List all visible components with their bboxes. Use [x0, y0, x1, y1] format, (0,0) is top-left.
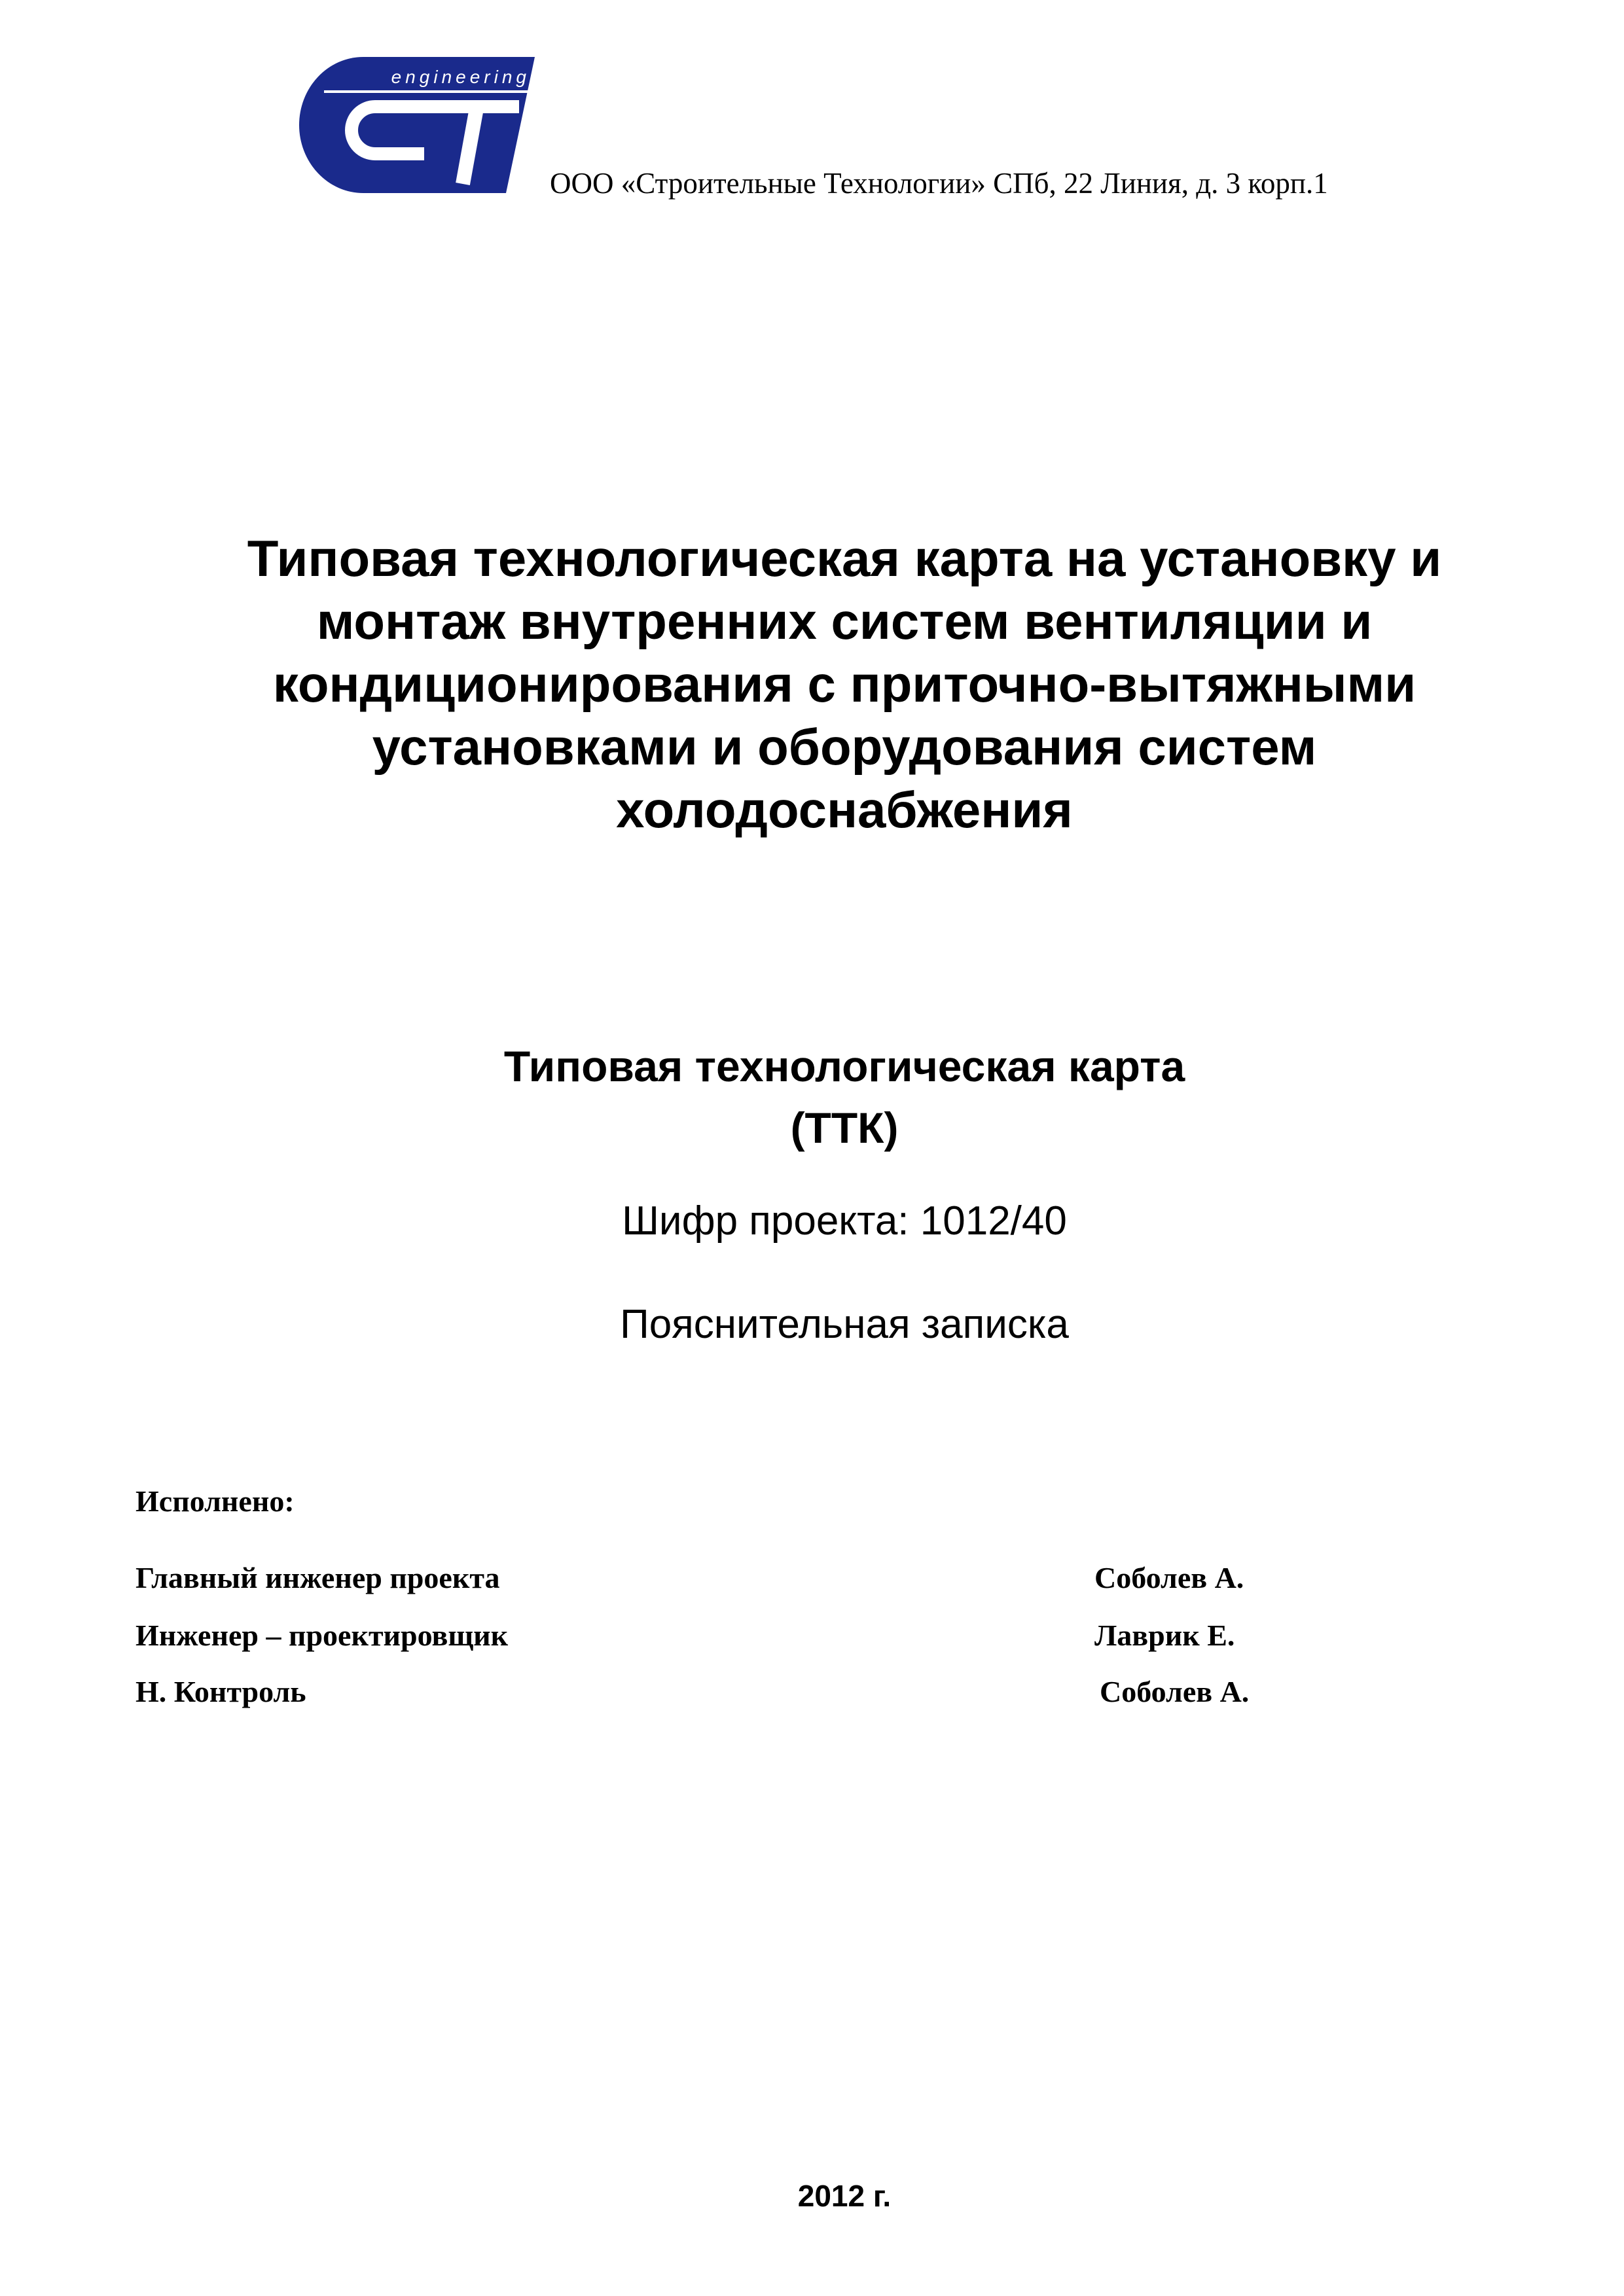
- document-type: Пояснительная записка: [620, 1302, 1069, 1347]
- title-line: монтаж внутренних систем вентиляции и: [316, 592, 1373, 650]
- company-logo: [298, 56, 537, 194]
- document-title: [131, 527, 1558, 841]
- title-line: холодоснабжения: [616, 781, 1073, 838]
- document-subtitle: [131, 1035, 1558, 1158]
- title-line: установками и оборудования систем: [372, 718, 1317, 776]
- signature-person: Соболев А.: [1094, 1561, 1244, 1594]
- subtitle-line: Типовая технологическая карта: [503, 1042, 1185, 1090]
- signature-role: Главный инженер проекта: [135, 1561, 500, 1594]
- title-line: Типовая технологическая карта на установку и: [247, 529, 1442, 587]
- subtitle-abbreviation: (ТТК): [790, 1103, 899, 1152]
- signatures-heading: Исполнено:: [135, 1484, 295, 1518]
- signature-role: Н. Контроль: [135, 1675, 306, 1708]
- document-year: 2012 г.: [797, 2179, 892, 2213]
- ct-logo-icon: [298, 56, 537, 194]
- company-address-line: ООО «Строительные Технологии» СПб, 22 Линия, д. 3 корп.1: [550, 167, 1328, 200]
- project-code: Шифр проекта: 1012/40: [622, 1198, 1067, 1244]
- title-line: кондиционирования с приточно-вытяжными: [272, 655, 1416, 713]
- signature-role: Инженер – проектировщик: [135, 1619, 509, 1652]
- logo-wordmark: engineering: [391, 67, 530, 87]
- signature-person: Соболев А.: [1100, 1675, 1250, 1708]
- signature-person: Лаврик Е.: [1094, 1619, 1235, 1652]
